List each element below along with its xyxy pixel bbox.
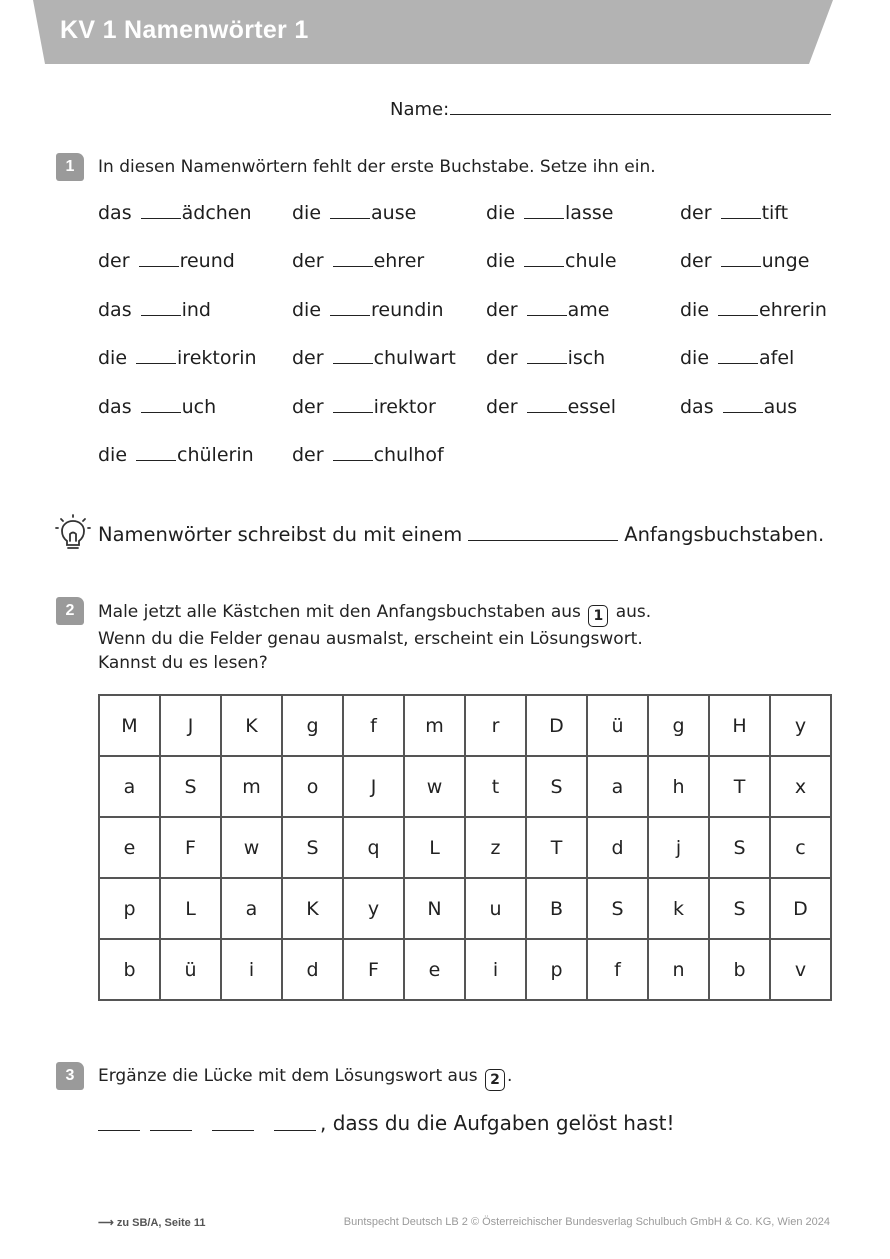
letter-blank[interactable] [136, 446, 176, 461]
letter-blank[interactable] [524, 204, 564, 219]
word-item [680, 299, 827, 321]
grid-cell[interactable]: u [465, 878, 526, 939]
footer-copyright: Buntspecht Deutsch LB 2 © Österreichischer Bundesverlag Schulbuch GmbH & Co. KG, Wien 2024 [343, 1216, 830, 1228]
word-article: die [98, 347, 128, 370]
word-rest: chulhof [373, 444, 444, 466]
grid-cell[interactable]: r [465, 695, 526, 756]
grid-cell[interactable]: m [404, 695, 465, 756]
answer-blank[interactable] [98, 1130, 140, 1131]
letter-blank[interactable] [141, 398, 181, 413]
word-rest: ame [567, 298, 610, 321]
word-item [292, 347, 456, 369]
grid-row [99, 939, 831, 1000]
word-rest: lasse [565, 202, 614, 224]
name-field[interactable] [450, 114, 831, 115]
task-number-badge: 1 [56, 153, 84, 181]
word-article: die [292, 298, 322, 321]
letter-blank[interactable] [333, 398, 373, 413]
answer-blank[interactable] [274, 1130, 316, 1131]
word-item [680, 396, 797, 418]
task2-instruction [98, 600, 651, 675]
grid-cell[interactable]: ü [160, 939, 221, 1000]
word-article: der [486, 347, 518, 370]
grid-cell[interactable]: t [465, 756, 526, 817]
word-rest: ehrerin [759, 298, 827, 321]
grid-cell[interactable]: m [221, 756, 282, 817]
letter-blank[interactable] [524, 252, 564, 267]
grid-cell[interactable]: K [282, 878, 343, 939]
word-article: das [98, 298, 132, 321]
word-item [98, 396, 216, 418]
arrow-right-icon: ⟶ [98, 1217, 114, 1229]
word-rest: chule [565, 250, 617, 273]
word-rest: afel [759, 347, 795, 370]
word-article: die [292, 202, 322, 224]
word-article: das [98, 202, 132, 224]
answer-sentence: , dass du die Aufgaben gelöst hast! [320, 1111, 675, 1135]
grid-cell[interactable]: x [770, 756, 831, 817]
task-number-badge: 3 [56, 1062, 84, 1090]
task3-instruction [98, 1064, 512, 1091]
grid-cell[interactable]: B [526, 878, 587, 939]
letter-blank[interactable] [141, 204, 181, 219]
grid-cell[interactable]: K [221, 695, 282, 756]
task2-line2: Wenn du die Felder genau ausmalst, erscheint ein Lösungswort. [98, 629, 643, 649]
grid-cell[interactable]: w [221, 817, 282, 878]
task3-text-end: . [506, 1066, 513, 1086]
letter-blank[interactable] [721, 252, 761, 267]
grid-cell[interactable]: S [709, 878, 770, 939]
word-article: die [486, 250, 516, 273]
word-rest: irektorin [177, 347, 257, 370]
letter-blank[interactable] [141, 301, 181, 316]
grid-cell[interactable]: D [526, 695, 587, 756]
word-rest: reund [179, 250, 235, 273]
word-rest: isch [567, 347, 606, 370]
grid-cell[interactable]: S [587, 878, 648, 939]
word-item [486, 347, 605, 369]
word-item [292, 202, 416, 224]
grid-cell[interactable]: f [587, 939, 648, 1000]
answer-blank[interactable] [150, 1130, 192, 1131]
answer-blank[interactable] [212, 1130, 254, 1131]
word-article: der [292, 250, 324, 273]
lightbulb-icon [55, 514, 91, 552]
grid-cell[interactable]: b [99, 939, 160, 1000]
word-item [486, 250, 617, 272]
grid-cell[interactable]: n [648, 939, 709, 1000]
grid-cell[interactable]: i [221, 939, 282, 1000]
grid-cell[interactable]: F [160, 817, 221, 878]
grid-cell[interactable]: q [343, 817, 404, 878]
word-item [680, 250, 809, 272]
word-rest: tift [761, 202, 789, 224]
grid-cell[interactable]: v [770, 939, 831, 1000]
name-label: Name: [390, 99, 450, 120]
grid-cell[interactable]: p [526, 939, 587, 1000]
grid-cell[interactable]: J [160, 695, 221, 756]
grid-cell[interactable]: ü [587, 695, 648, 756]
word-item [98, 250, 235, 272]
word-item [98, 202, 252, 224]
grid-row [99, 756, 831, 817]
grid-cell[interactable]: S [709, 817, 770, 878]
word-rest: unge [761, 250, 810, 273]
page-title: KV 1 Namenwörter 1 [60, 16, 309, 44]
rule-text-after: Anfangsbuchstaben. [624, 523, 825, 546]
word-article: die [680, 347, 710, 370]
word-rest: reundin [371, 298, 444, 321]
rule-sentence [98, 523, 824, 546]
word-article: das [98, 395, 132, 418]
word-item [292, 444, 444, 466]
grid-cell[interactable]: i [465, 939, 526, 1000]
word-article: die [486, 202, 516, 224]
grid-cell[interactable]: D [770, 878, 831, 939]
grid-cell[interactable]: h [648, 756, 709, 817]
grid-cell[interactable]: w [404, 756, 465, 817]
task1-instruction: In diesen Namenwörtern fehlt der erste Buchstabe. Setze ihn ein. [98, 157, 656, 177]
grid-cell[interactable]: y [770, 695, 831, 756]
word-article: der [292, 347, 324, 370]
word-article: der [486, 395, 518, 418]
word-article: der [486, 298, 518, 321]
word-article: die [98, 444, 128, 466]
letter-blank[interactable] [333, 446, 373, 461]
task2-line1: Male jetzt alle Kästchen mit den Anfangsbuchstaben aus [98, 602, 581, 622]
word-item [486, 299, 609, 321]
word-item [680, 202, 788, 224]
grid-cell[interactable]: c [770, 817, 831, 878]
grid-cell[interactable]: j [648, 817, 709, 878]
word-item [98, 299, 211, 321]
word-article: der [98, 250, 130, 273]
grid-cell[interactable]: b [709, 939, 770, 1000]
grid-cell[interactable]: L [404, 817, 465, 878]
grid-cell[interactable]: L [160, 878, 221, 939]
grid-row [99, 878, 831, 939]
word-article: der [292, 395, 324, 418]
grid-row [99, 817, 831, 878]
letter-blank[interactable] [333, 349, 373, 364]
letter-blank[interactable] [718, 301, 758, 316]
word-article: der [680, 250, 712, 273]
task2-line1-end: aus. [615, 602, 652, 622]
grid-cell[interactable]: p [99, 878, 160, 939]
grid-cell[interactable]: M [99, 695, 160, 756]
word-article: die [680, 298, 710, 321]
grid-cell[interactable]: g [282, 695, 343, 756]
word-rest: ind [181, 298, 211, 321]
word-rest: irektor [373, 395, 436, 418]
letter-blank[interactable] [527, 398, 567, 413]
grid-cell[interactable]: o [282, 756, 343, 817]
footer-reference [98, 1216, 206, 1229]
grid-cell[interactable]: H [709, 695, 770, 756]
word-item [98, 347, 257, 369]
word-item [292, 396, 436, 418]
footer-reference-text: zu SB/A, Seite 11 [116, 1217, 206, 1229]
grid-cell[interactable]: g [648, 695, 709, 756]
letter-blank[interactable] [136, 349, 176, 364]
task-number-badge: 2 [56, 597, 84, 625]
letter-blank[interactable] [330, 204, 370, 219]
grid-cell[interactable]: S [282, 817, 343, 878]
task-reference-badge: 1 [588, 605, 608, 627]
word-item [486, 202, 613, 224]
task2-line3: Kannst du es lesen? [98, 653, 268, 673]
letter-blank[interactable] [721, 204, 761, 219]
grid-cell[interactable]: J [343, 756, 404, 817]
grid-cell[interactable]: d [282, 939, 343, 1000]
rule-text-before: Namenwörter schreibst du mit einem [98, 523, 463, 546]
grid-cell[interactable]: a [99, 756, 160, 817]
grid-cell[interactable]: e [404, 939, 465, 1000]
grid-row [99, 695, 831, 756]
word-rest: chülerin [177, 444, 254, 466]
task3-text: Ergänze die Lücke mit dem Lösungswort aus [98, 1066, 478, 1086]
grid-cell[interactable]: z [465, 817, 526, 878]
letter-blank[interactable] [718, 349, 758, 364]
letter-blank[interactable] [527, 301, 567, 316]
letter-blank[interactable] [333, 252, 373, 267]
word-article: der [680, 202, 712, 224]
grid-cell[interactable]: d [587, 817, 648, 878]
word-item [486, 396, 616, 418]
letter-blank[interactable] [527, 349, 567, 364]
word-item [680, 347, 794, 369]
task-reference-badge: 2 [485, 1069, 505, 1091]
word-article: das [680, 395, 714, 418]
rule-blank[interactable] [468, 526, 618, 541]
grid-cell[interactable]: a [221, 878, 282, 939]
word-article: der [292, 444, 324, 466]
grid-cell[interactable]: T [526, 817, 587, 878]
word-rest: chulwart [373, 347, 456, 370]
grid-cell[interactable]: S [160, 756, 221, 817]
word-rest: ause [371, 202, 417, 224]
letter-grid [98, 694, 832, 1001]
letter-blank[interactable] [139, 252, 179, 267]
grid-cell[interactable]: F [343, 939, 404, 1000]
grid-cell[interactable]: T [709, 756, 770, 817]
grid-cell[interactable]: e [99, 817, 160, 878]
grid-cell[interactable]: f [343, 695, 404, 756]
grid-cell[interactable]: a [587, 756, 648, 817]
word-item [98, 444, 254, 466]
word-rest: ädchen [181, 202, 252, 224]
grid-cell[interactable]: S [526, 756, 587, 817]
word-rest: ehrer [373, 250, 425, 273]
grid-cell[interactable]: y [343, 878, 404, 939]
word-rest: uch [181, 395, 217, 418]
word-item [292, 299, 444, 321]
word-rest: aus [763, 395, 798, 418]
word-rest: essel [567, 395, 617, 418]
word-item [292, 250, 424, 272]
letter-blank[interactable] [330, 301, 370, 316]
grid-cell[interactable]: k [648, 878, 709, 939]
grid-cell[interactable]: N [404, 878, 465, 939]
letter-blank[interactable] [723, 398, 763, 413]
